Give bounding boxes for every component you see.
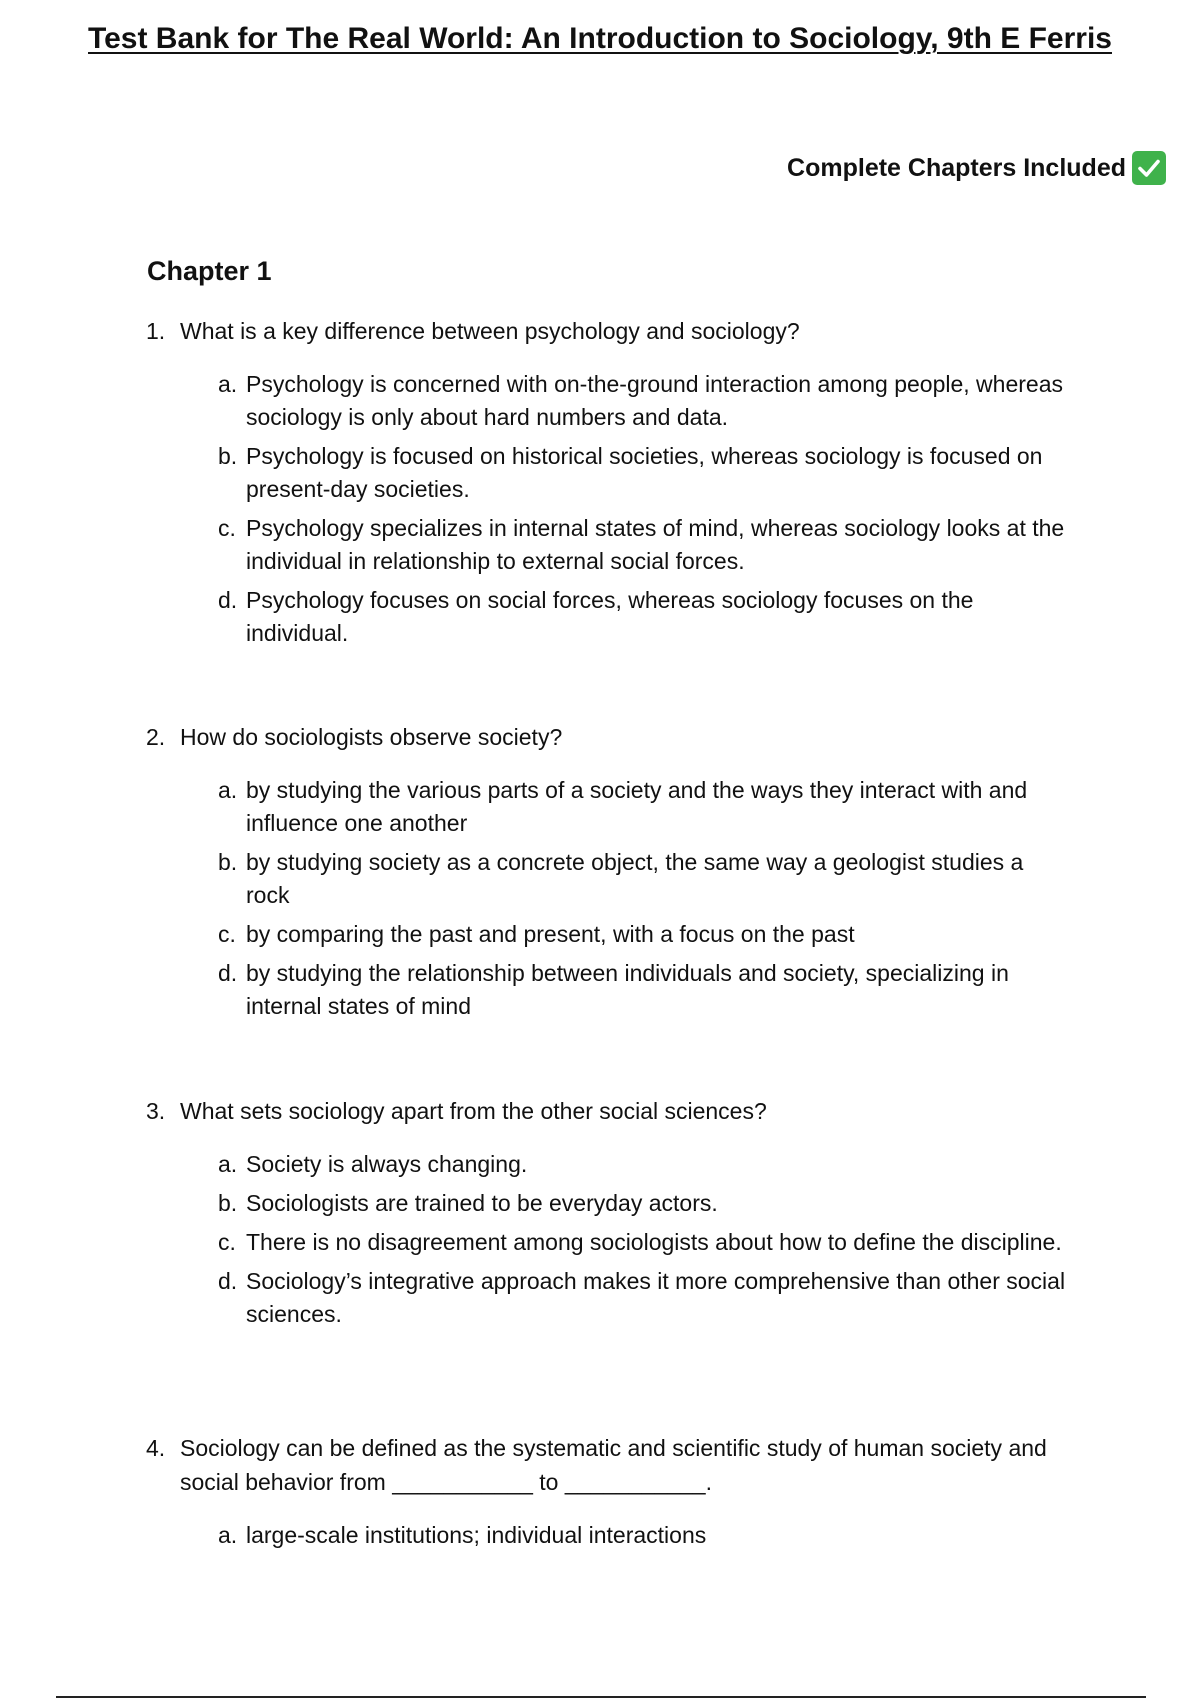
option-letter: d. (218, 960, 238, 986)
question-text: What sets sociology apart from the other social sciences? (180, 1098, 767, 1124)
question-text: How do sociologists observe society? (180, 724, 563, 750)
option-letter: b. (218, 443, 238, 469)
answer-options (218, 1519, 1068, 1552)
option-text: Sociologists are trained to be everyday actors. (246, 1190, 718, 1216)
answer-option (218, 1187, 1068, 1220)
answer-option (218, 440, 1068, 506)
question-4 (146, 1431, 1066, 1558)
question-3 (146, 1094, 1066, 1337)
option-text: by comparing the past and present, with a focus on the past (246, 921, 855, 947)
chapter-heading: Chapter 1 (147, 256, 272, 286)
answer-option (218, 957, 1068, 1023)
question-text: What is a key difference between psychology and sociology? (180, 318, 800, 344)
option-text: Psychology is focused on historical societies, whereas sociology is focused on present-day societies. (246, 443, 1043, 502)
answer-option (218, 846, 1068, 912)
question-text: Sociology can be defined as the systematic and scientific study of human society and social behavior from ___________ to ___________. (180, 1435, 1047, 1495)
answer-options (218, 1148, 1068, 1331)
question-2 (146, 720, 1066, 1029)
answer-options (218, 368, 1068, 650)
question-number: 1. (146, 318, 166, 344)
option-text: Psychology specializes in internal states of mind, whereas sociology looks at the individual in relationship to external social forces. (246, 515, 1065, 574)
option-text: by studying society as a concrete object, the same way a geologist studies a rock (246, 849, 1024, 908)
question-number: 2. (146, 724, 166, 750)
answer-option (218, 1519, 1068, 1552)
option-text: Psychology is concerned with on-the-ground interaction among people, whereas sociology is only about hard numbers and data. (246, 371, 1063, 430)
option-letter: a. (218, 371, 238, 397)
answer-option (218, 512, 1068, 578)
option-letter: b. (218, 1190, 238, 1216)
question-1 (146, 314, 1066, 656)
option-letter: b. (218, 849, 238, 875)
complete-chapters-line (787, 151, 1166, 185)
check-glyph (1137, 156, 1161, 180)
option-letter: a. (218, 1522, 238, 1548)
option-letter: c. (218, 515, 236, 541)
option-letter: c. (218, 1229, 236, 1255)
option-letter: a. (218, 777, 238, 803)
answer-option (218, 368, 1068, 434)
question-number: 4. (146, 1435, 166, 1461)
option-text: by studying the various parts of a society and the ways they interact with and influence one another (246, 777, 1028, 836)
option-letter: a. (218, 1151, 238, 1177)
option-letter: d. (218, 1268, 238, 1294)
white-check-mark-icon (1132, 151, 1166, 185)
answer-option (218, 774, 1068, 840)
question-number: 3. (146, 1098, 166, 1124)
option-text: by studying the relationship between individuals and society, specializing in internal states of mind (246, 960, 1009, 1019)
page-bottom-divider (56, 1696, 1146, 1698)
answer-option (218, 1226, 1068, 1259)
option-letter: d. (218, 587, 238, 613)
answer-option (218, 1265, 1068, 1331)
option-text: There is no disagreement among sociologists about how to define the discipline. (246, 1229, 1062, 1255)
answer-option (218, 584, 1068, 650)
answer-option (218, 1148, 1068, 1181)
document-title: Test Bank for The Real World: An Introduction to Sociology, 9th E Ferris (88, 22, 1112, 55)
answer-option (218, 918, 1068, 951)
option-letter: c. (218, 921, 236, 947)
answer-options (218, 774, 1068, 1023)
option-text: large-scale institutions; individual interactions (246, 1522, 707, 1548)
option-text: Sociology’s integrative approach makes it more comprehensive than other social sciences. (246, 1268, 1066, 1327)
option-text: Society is always changing. (246, 1151, 528, 1177)
complete-chapters-label: Complete Chapters Included (787, 153, 1126, 182)
option-text: Psychology focuses on social forces, whereas sociology focuses on the individual. (246, 587, 974, 646)
